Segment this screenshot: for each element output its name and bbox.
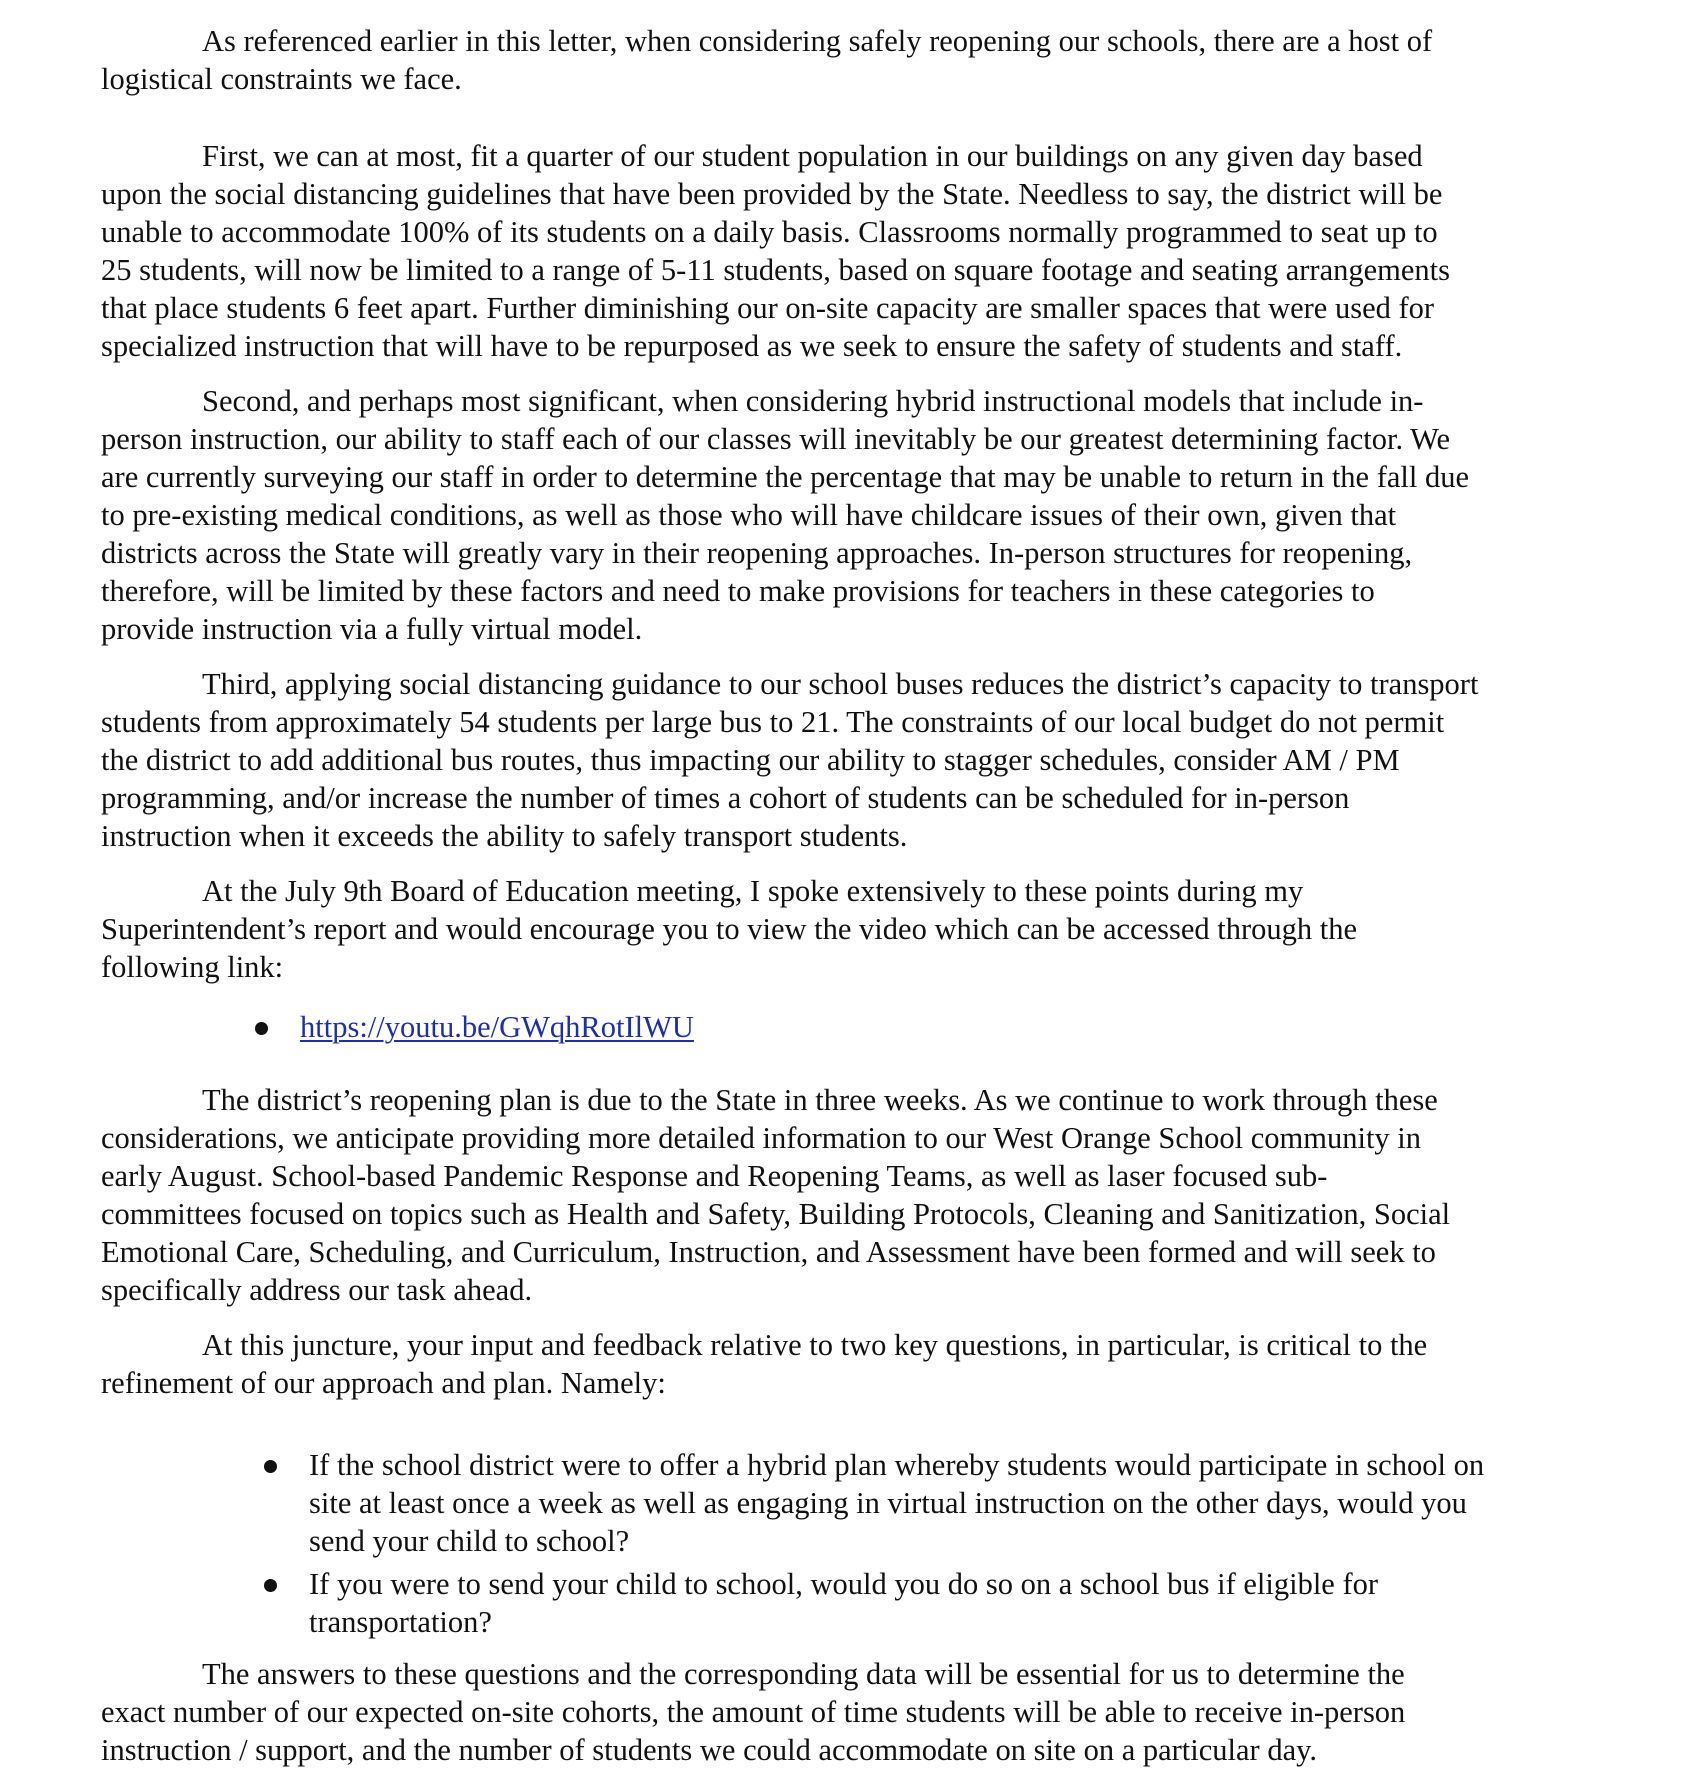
question-line: transportation? [309, 1605, 492, 1639]
paragraph-line: logistical constraints we face. [101, 62, 462, 96]
paragraph-line: that place students 6 feet apart. Further diminishing our on-site capacity are smaller spaces that were used for [101, 291, 1435, 325]
paragraph-line: are currently surveying our staff in order to determine the percentage that may be unable to return in the fall due [101, 460, 1470, 494]
paragraph-line: following link: [101, 950, 284, 984]
paragraph-line: the district to add additional bus routes, thus impacting our ability to stagger schedules, consider AM / PM [101, 743, 1400, 777]
question-line: send your child to school? [309, 1524, 630, 1558]
paragraph-line: therefore, will be limited by these factors and need to make provisions for teachers in these categories to [101, 574, 1375, 608]
paragraph-line: provide instruction via a fully virtual model. [101, 612, 643, 646]
paragraph-line: specialized instruction that will have to be repurposed as we seek to ensure the safety of students and staff. [101, 329, 1403, 363]
paragraph-line: exact number of our expected on-site cohorts, the amount of time students will be able to receive in-person [101, 1695, 1406, 1729]
video-link-wrapper [300, 1008, 694, 1046]
paragraph-line: The answers to these questions and the corresponding data will be essential for us to determine the [202, 1657, 1405, 1691]
paragraph-line: At this juncture, your input and feedback relative to two key questions, in particular, is critical to the [202, 1328, 1428, 1362]
paragraph-line: person instruction, our ability to staff each of our classes will inevitably be our greatest determining factor. We [101, 422, 1451, 456]
video-link[interactable]: https://youtu.be/GWqhRotIlWU [300, 1010, 694, 1044]
paragraph-line: 25 students, will now be limited to a range of 5-11 students, based on square footage and seating arrangements [101, 253, 1450, 287]
paragraph-line: Second, and perhaps most significant, when considering hybrid instructional models that include in- [202, 384, 1424, 418]
bullet-icon [264, 1460, 277, 1473]
question-line: If you were to send your child to school, would you do so on a school bus if eligible for [309, 1567, 1379, 1601]
paragraph-line: considerations, we anticipate providing more detailed information to our West Orange School community in [101, 1121, 1422, 1155]
question-line: site at least once a week as well as engaging in virtual instruction on the other days, would you [309, 1486, 1467, 1520]
bullet-icon [264, 1579, 277, 1592]
paragraph-line: The district’s reopening plan is due to the State in three weeks. As we continue to work through these [202, 1083, 1438, 1117]
paragraph-line: First, we can at most, fit a quarter of our student population in our buildings on any given day based [202, 139, 1423, 173]
paragraph-line: committees focused on topics such as Health and Safety, Building Protocols, Cleaning and Sanitization, Social [101, 1197, 1451, 1231]
paragraph-line: Emotional Care, Scheduling, and Curriculum, Instruction, and Assessment have been formed and will seek to [101, 1235, 1436, 1269]
paragraph-line: districts across the State will greatly vary in their reopening approaches. In-person structures for reopening, [101, 536, 1413, 570]
paragraph-line: early August. School-based Pandemic Response and Reopening Teams, as well as laser focused sub- [101, 1159, 1328, 1193]
paragraph-line: Third, applying social distancing guidance to our school buses reduces the district’s capacity to transport [202, 667, 1479, 701]
question-line: If the school district were to offer a hybrid plan whereby students would participate in school on [309, 1448, 1485, 1482]
paragraph-line: specifically address our task ahead. [101, 1273, 533, 1307]
paragraph-line: Superintendent’s report and would encourage you to view the video which can be accessed through the [101, 912, 1358, 946]
paragraph-line: unable to accommodate 100% of its students on a daily basis. Classrooms normally programmed to seat up to [101, 215, 1438, 249]
paragraph-line: students from approximately 54 students per large bus to 21. The constraints of our local budget do not permit [101, 705, 1445, 739]
paragraph-line: At the July 9th Board of Education meeting, I spoke extensively to these points during my [202, 874, 1304, 908]
paragraph-line: refinement of our approach and plan. Namely: [101, 1366, 666, 1400]
bullet-icon [255, 1022, 268, 1035]
paragraph-line: instruction / support, and the number of students we could accommodate on site on a particular day. [101, 1733, 1318, 1767]
paragraph-line: programming, and/or increase the number of times a cohort of students can be scheduled for in-person [101, 781, 1350, 815]
paragraph-line: instruction when it exceeds the ability to safely transport students. [101, 819, 908, 853]
paragraph-line: to pre-existing medical conditions, as well as those who will have childcare issues of their own, given that [101, 498, 1397, 532]
paragraph-line: upon the social distancing guidelines that have been provided by the State. Needless to say, the district will be [101, 177, 1443, 211]
paragraph-line: As referenced earlier in this letter, when considering safely reopening our schools, there are a host of [202, 24, 1433, 58]
